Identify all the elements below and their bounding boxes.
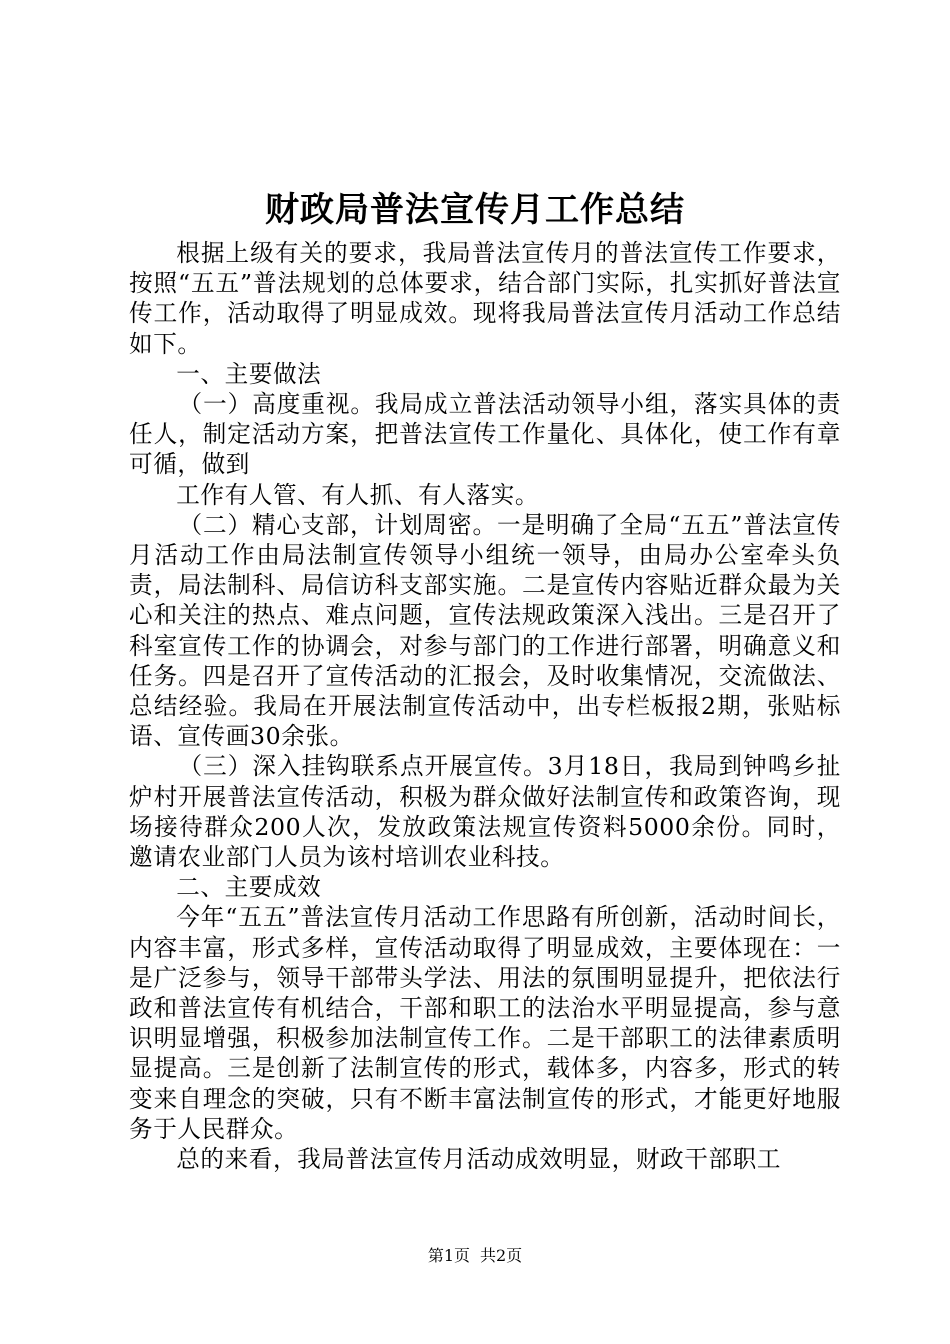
paragraph-practice-2: （二）精心支部，计划周密。一是明确了全局“五五”普法宣传月活动工作由局法制宣传领导小组统一领导，由局办公室牵头负责，局法制科、局信访科支部实施。二是宣传内容贴近群众最为关心和关注的热点、难点问题，宣传法规政策深入浅出。三是召开了科室宣传工作的协调会，对参与部门的工作进行部署，明确意义和任务。四是召开了宣传活动的汇报会，及时收集情况，交流做法、总结经验。我局在开展法制宣传活动中，出专栏板报2期，张贴标语、宣传画30余张。 bbox=[129, 510, 841, 751]
document-body bbox=[129, 238, 841, 1174]
paragraph-summary: 总的来看，我局普法宣传月活动成效明显，财政干部职工 bbox=[176, 1145, 782, 1174]
paragraph-practice-1-cont: 工作有人管、有人抓、有人落实。 bbox=[176, 480, 540, 509]
document-title: 财政局普法宣传月工作总结 bbox=[265, 190, 685, 230]
paragraph-practice-3: （三）深入挂钩联系点开展宣传。3月18日，我局到钟鸣乡扯炉村开展普法宣传活动，积极为群众做好法制宣传和政策咨询，现场接待群众200人次，发放政策法规宣传资料5000余份。同时，邀请农业部门人员为该村培训农业科技。 bbox=[129, 752, 841, 872]
page-number-total: 共2页 bbox=[480, 1246, 523, 1265]
paragraph-practice-1: （一）高度重视。我局成立普法活动领导小组，落实具体的责任人，制定活动方案，把普法宣传工作量化、具体化，使工作有章可循，做到 bbox=[129, 390, 841, 479]
page-number-current: 第1页 bbox=[427, 1246, 470, 1265]
page-footer bbox=[0, 1245, 950, 1267]
heading-main-practices: 一、主要做法 bbox=[176, 359, 322, 388]
heading-main-results: 二、主要成效 bbox=[176, 873, 322, 902]
paragraph-results: 今年“五五”普法宣传月活动工作思路有所创新，活动时间长，内容丰富，形式多样，宣传活动取得了明显成效，主要体现在：一是广泛参与，领导干部带头学法、用法的氛围明显提升，把依法行政和普法宣传有机结合，干部和职工的法治水平明显提高，参与意识明显增强，积极参加法制宣传工作。二是干部职工的法律素质明显提高。三是创新了法制宣传的形式，载体多，内容多，形式的转变来自理念的突破，只有不断丰富法制宣传的形式，才能更好地服务于人民群众。 bbox=[129, 903, 841, 1143]
paragraph-intro: 根据上级有关的要求，我局普法宣传月的普法宣传工作要求，按照“五五”普法规划的总体要求，结合部门实际，扎实抓好普法宣传工作，活动取得了明显成效。现将我局普法宣传月活动工作总结如下。 bbox=[129, 239, 841, 358]
